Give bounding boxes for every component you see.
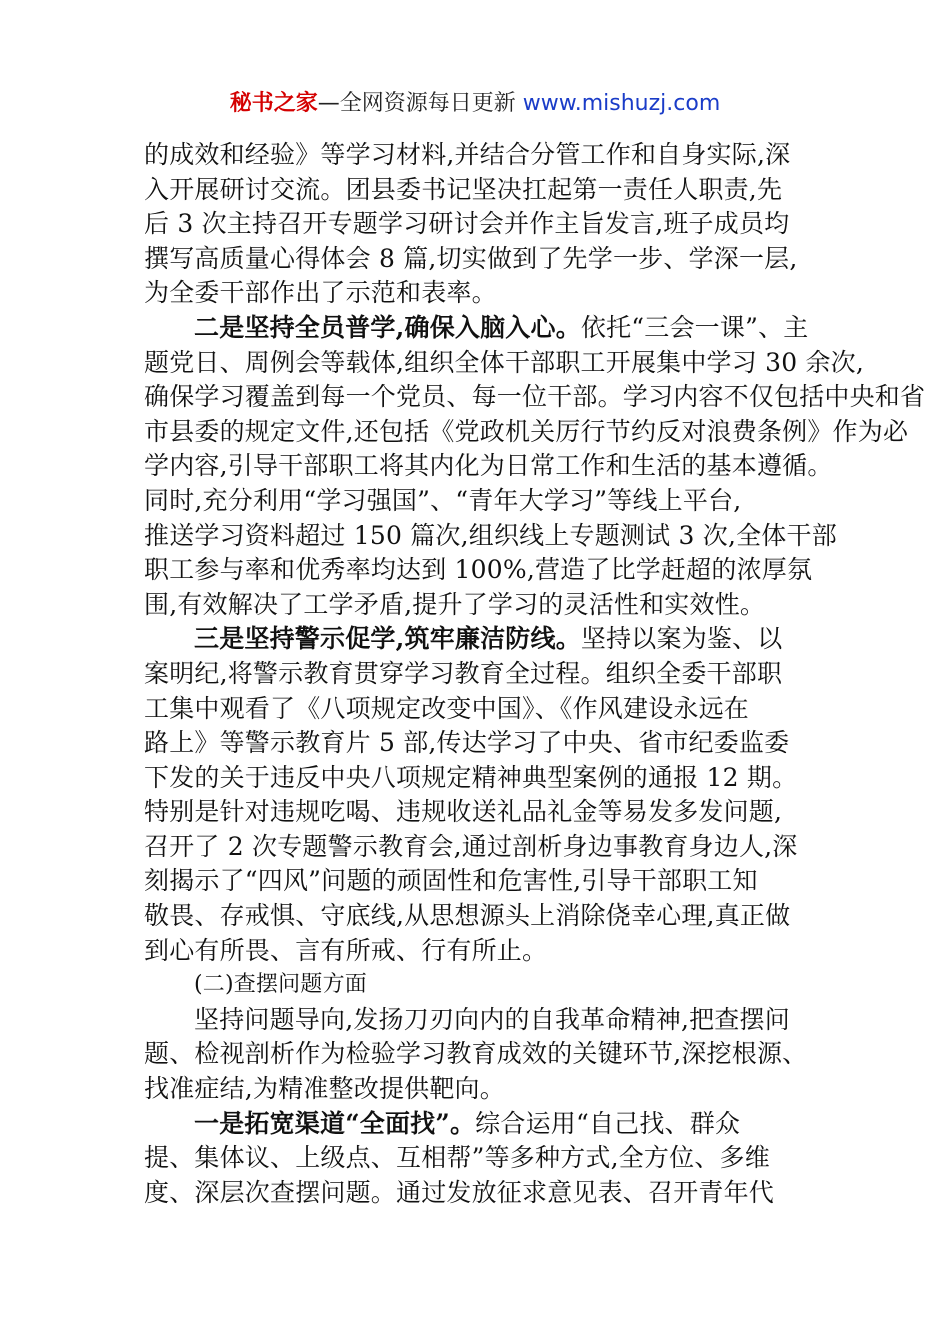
text-line [144, 761, 814, 796]
text-line [144, 449, 833, 484]
text-span: 题、检视剖析作为检验学习教育成效的关键环节,深挖根源、 [144, 1039, 808, 1069]
text-line [144, 346, 865, 381]
text-span: 题党日、周例会等载体,组织全体干部职工开展集中学习 30 余次, [144, 347, 865, 377]
text-span: 职工参与率和优秀率均达到 100%,营造了比学赶超的浓厚氛 [144, 555, 813, 585]
site-header [0, 88, 950, 120]
text-span: 敬畏、存戒惧、守底线,从思想源头上消除侥幸心理,真正做 [144, 901, 791, 931]
header-tagline: —全网资源每日更新 [317, 91, 523, 116]
text-span: 同时,充分利用“学习强国”、“青年大学习”等线上平台, [144, 485, 742, 515]
brand-name: 秘书之家 [229, 91, 318, 116]
text-span: 下发的关于违反中央八项规定精神典型案例的通报 12 期。 [144, 762, 798, 792]
text-line [144, 588, 814, 623]
text-span: 推送学习资料超过 150 篇次,组织线上专题测试 3 次,全体干部 [144, 520, 837, 550]
text-span: 为全委干部作出了示范和表率。 [144, 278, 497, 308]
text-span: 特别是针对违规吃喝、违规收送礼品礼金等易发多发问题, [144, 797, 783, 827]
text-span: 路上》等警示教育片 5 部,传达学习了中央、省市纪委监委 [144, 728, 790, 758]
text-line [144, 1141, 814, 1176]
text-span: 提、集体议、上级点、互相帮”等多种方式,全方位、多维 [144, 1143, 770, 1173]
text-line [144, 242, 814, 277]
text-span: 学内容,引导干部职工将其内化为日常工作和生活的基本遵循。 [144, 451, 833, 481]
text-line [144, 553, 814, 588]
text-span: 后 3 次主持召开专题学习研讨会并作主旨发言,班子成员均 [144, 209, 790, 239]
text-line [144, 138, 814, 173]
text-line [144, 726, 814, 761]
text-line [144, 311, 814, 346]
text-span: 坚持问题导向,发扬刀刃向内的自我革命精神,把查摆问 [194, 1004, 790, 1034]
text-line [144, 1003, 814, 1038]
text-line [144, 864, 814, 899]
text-line [144, 484, 814, 519]
text-line [144, 380, 926, 415]
text-line [144, 795, 814, 830]
text-span: 到心有所畏、言有所戒、行有所止。 [144, 935, 548, 965]
text-line [144, 276, 814, 311]
site-url[interactable]: www.mishuzj.com [522, 91, 721, 116]
text-line [144, 519, 837, 554]
bold-heading-phrase: 二是坚持全员普学,确保入脑入心。 [194, 312, 581, 342]
text-line [144, 657, 814, 692]
text-span: 工集中观看了《八项规定改变中国》、《作风建设永远在 [144, 693, 750, 723]
text-line [144, 968, 814, 1003]
text-span: 找准症结,为精准整改提供靶向。 [144, 1074, 505, 1104]
text-line [144, 830, 814, 865]
text-span: 的成效和经验》等学习材料,并结合分管工作和自身实际,深 [144, 140, 791, 169]
text-span: 依托“三会一课”、主 [580, 312, 809, 342]
bold-heading-phrase: 一是拓宽渠道“全面找”。 [194, 1108, 476, 1138]
text-span: (二)查摆问题方面 [194, 972, 367, 998]
text-span: 撰写高质量心得体会 8 篇,切实做到了先学一步、学深一层, [144, 243, 798, 273]
text-span: 召开了 2 次专题警示教育会,通过剖析身边事教育身边人,深 [144, 831, 798, 861]
text-line [144, 1107, 814, 1142]
text-span: 确保学习覆盖到每一个党员、每一位干部。学习内容不仅包括中央和省 [144, 382, 926, 412]
text-span: 市县委的规定文件,还包括《党政机关厉行节约反对浪费条例》作为必 [144, 416, 909, 446]
text-line [144, 207, 814, 242]
text-line [144, 622, 814, 657]
text-line [144, 1037, 814, 1072]
text-line [144, 934, 814, 969]
text-span: 综合运用“自己找、群众 [475, 1108, 741, 1138]
text-line [144, 692, 814, 727]
bold-heading-phrase: 三是坚持警示促学,筑牢廉洁防线。 [194, 624, 581, 654]
text-line [144, 415, 909, 450]
text-span: 入开展研讨交流。团县委书记坚决扛起第一责任人职责,先 [144, 174, 783, 204]
text-line [144, 1072, 814, 1107]
text-line [144, 1176, 814, 1211]
document-body [144, 138, 926, 1210]
text-span: 度、深层次查摆问题。通过发放征求意见表、召开青年代 [144, 1177, 775, 1207]
text-span: 围,有效解决了工学矛盾,提升了学习的灵活性和实效性。 [144, 589, 766, 619]
text-span: 刻揭示了“四风”问题的顽固性和危害性,引导干部职工知 [144, 866, 758, 896]
text-span: 坚持以案为鉴、以 [580, 624, 783, 654]
text-line [144, 173, 814, 208]
text-span: 案明纪,将警示教育贯穿学习教育全过程。组织全委干部职 [144, 658, 783, 688]
text-line [144, 899, 814, 934]
